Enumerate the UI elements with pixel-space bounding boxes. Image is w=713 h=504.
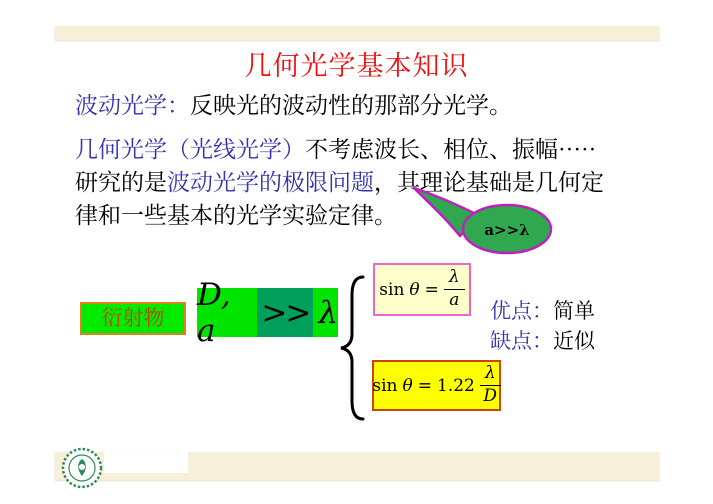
diffractor-label-box: 衍射物	[80, 302, 186, 335]
fraction-numerator: λ	[480, 364, 501, 386]
limit-problem-term: 波动光学的极限问题	[167, 170, 374, 195]
theta-var: θ	[402, 375, 413, 396]
pros-label: 优点：	[490, 299, 553, 323]
cons-value: 近似	[553, 329, 595, 353]
equals-sign: =	[417, 375, 432, 396]
theta-var: θ	[409, 279, 420, 300]
paragraph-line-1	[75, 133, 604, 166]
single-slit-formula-box	[373, 263, 471, 316]
sin-fn: sin	[379, 279, 405, 300]
fraction-denominator: a	[449, 290, 460, 310]
university-seal-logo	[60, 446, 104, 490]
pros-cons-block	[490, 296, 595, 356]
condition-formula-box	[197, 276, 338, 349]
circular-aperture-formula-box	[372, 360, 501, 411]
callout-balloon	[408, 180, 560, 258]
pros-value: 简单	[553, 299, 595, 323]
fraction-numerator: λ	[444, 268, 465, 290]
pros-line	[490, 296, 595, 326]
equals-sign: =	[424, 279, 439, 300]
condition-left: D, a	[197, 276, 231, 349]
line1-rest: 不考虑波长、相位、振幅·····	[305, 137, 597, 162]
condition-lambda: λ	[318, 294, 338, 331]
coefficient: 1.22	[437, 375, 475, 396]
cons-label: 缺点：	[490, 329, 553, 353]
lambda-over-a-fraction	[444, 268, 465, 310]
line3-text: 律和一些基本的光学实验定律。	[75, 203, 397, 228]
slide-title: 几何光学基本知识	[244, 51, 469, 81]
line2-pre: 研究的是	[75, 170, 167, 195]
condition-operator-highlight: >>	[257, 288, 313, 337]
wave-optics-term: 波动光学：	[75, 93, 190, 118]
wave-optics-definition	[75, 87, 512, 120]
line2-post: ，其理论基础是几何定	[374, 170, 604, 195]
wave-optics-text: 反映光的波动性的那部分光学。	[190, 93, 512, 118]
top-border-band	[55, 26, 659, 40]
cons-line	[490, 326, 595, 356]
footer-box	[104, 452, 188, 473]
fraction-denominator: D	[483, 386, 498, 406]
lambda-over-d-fraction	[480, 364, 501, 406]
sin-fn: sin	[372, 375, 398, 396]
geometric-optics-term: 几何光学（光线光学）	[75, 137, 305, 162]
left-curly-brace	[338, 274, 368, 422]
callout-label: a>>λ	[484, 221, 530, 239]
